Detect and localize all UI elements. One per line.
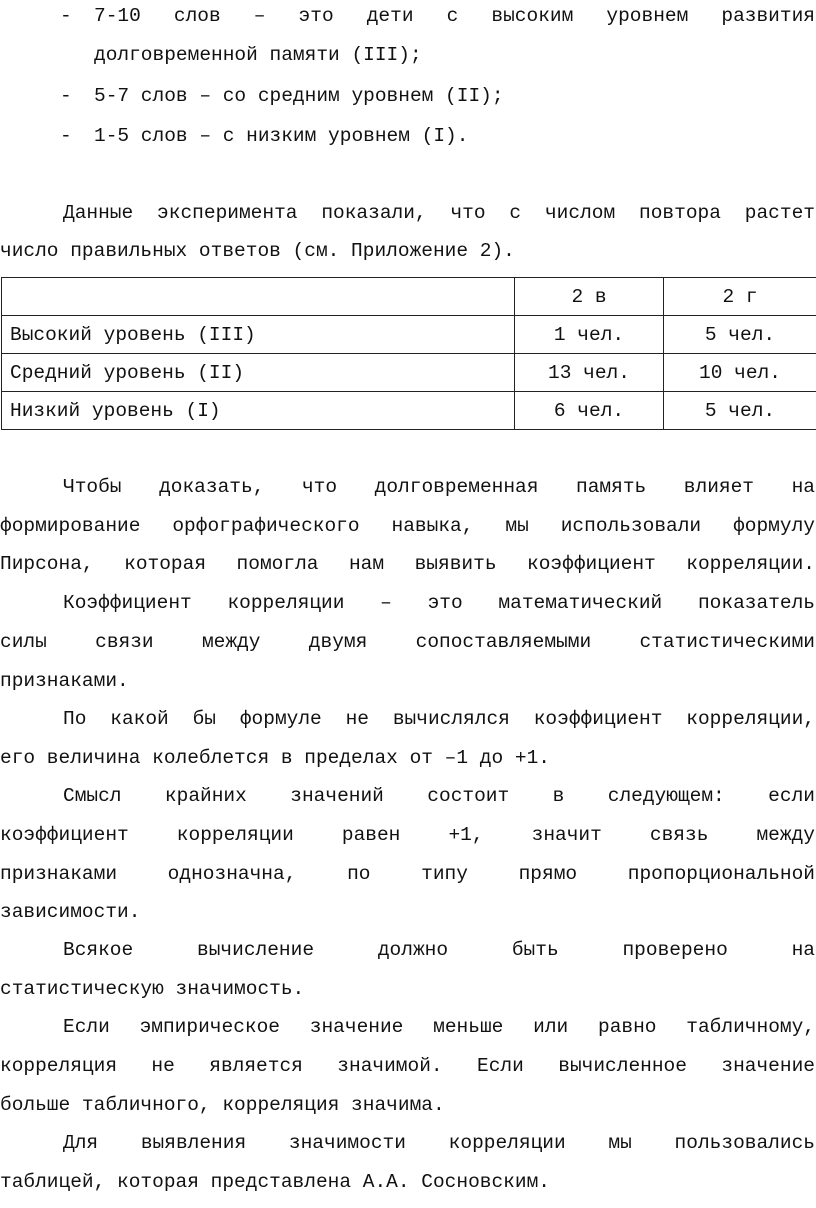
paragraph-line: коэффициент корреляции равен +1, значит связь между [0,824,815,846]
paragraph-line: формирование орфографического навыка, мы использовали формулу [0,515,815,537]
paragraph-line: По какой бы формуле не вычислялся коэффициент корреляции, [63,708,815,730]
table-cell: 13 чел. [515,354,664,392]
paragraph-line: Данные эксперимента показали, что с числом повтора растет [63,202,815,224]
paragraph-line: корреляция не является значимой. Если вычисленное значение [0,1055,815,1077]
paragraph-line: Пирсона, которая помогла нам выявить коэффициент корреляции. [0,553,815,575]
table-cell: 10 чел. [664,354,816,392]
paragraph-line: число правильных ответов (см. Приложение 2). [0,240,515,262]
paragraph-line: Для выявления значимости корреляции мы пользовались [63,1132,815,1154]
paragraph-line: признаками. [0,670,129,692]
table-header-cell: 2 в [515,278,664,316]
list-item: 5-7 слов – со средним уровнем (II); [94,85,504,107]
table-cell-label: Высокий уровень (III) [2,316,515,354]
paragraph-line: зависимости. [0,901,141,923]
paragraph-line: Чтобы доказать, что долговременная память влияет на [63,476,815,498]
table-row [2,392,816,430]
paragraph-line: больше табличного, корреляция значима. [0,1094,445,1116]
table-cell: 5 чел. [664,316,816,354]
paragraph-line: статистическую значимость. [0,978,305,1000]
table-cell-label: Средний уровень (II) [2,354,515,392]
paragraph-line: Если эмпирическое значение меньше или равно табличному, [63,1016,815,1038]
paragraph-line: признаками однозначна, по типу прямо пропорциональной [0,863,815,885]
results-table [1,277,816,430]
list-item-line: долговременной памяти (III); [94,44,422,66]
table-row [2,354,816,392]
table-cell: 1 чел. [515,316,664,354]
list-item: 1-5 слов – с низким уровнем (I). [94,125,469,147]
table-cell: 6 чел. [515,392,664,430]
paragraph-line: силы связи между двумя сопоставляемыми статистическими [0,631,815,653]
list-dash: - [60,125,72,147]
table-header-cell: 2 г [664,278,816,316]
paragraph-line: таблицей, которая представлена А.А. Сосновским. [0,1171,550,1193]
table-header-cell [2,278,515,316]
paragraph-line: его величина колеблется в пределах от –1 до +1. [0,747,550,769]
list-dash: - [60,5,72,27]
paragraph-line: Всякое вычисление должно быть проверено на [63,939,815,961]
list-item-line: 7-10 слов – это дети с высоким уровнем развития [94,5,815,27]
list-dash: - [60,85,72,107]
table-cell-label: Низкий уровень (I) [2,392,515,430]
table-row [2,316,816,354]
paragraph-line: Коэффициент корреляции – это математический показатель [63,592,815,614]
paragraph-line: Смысл крайних значений состоит в следующем: если [63,785,815,807]
table-cell: 5 чел. [664,392,816,430]
table-header-row [2,278,816,316]
